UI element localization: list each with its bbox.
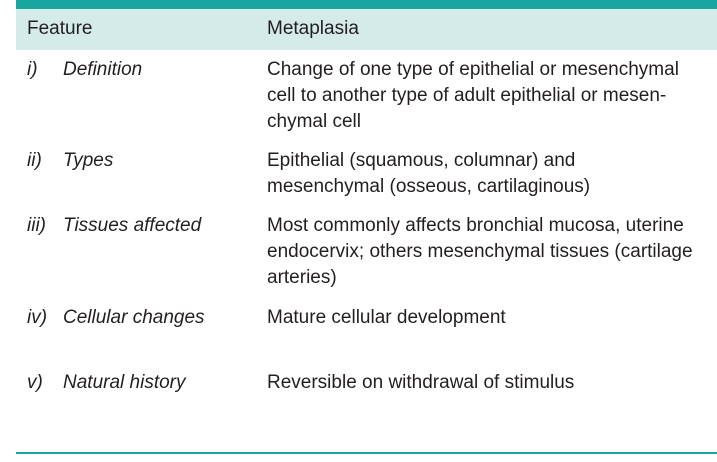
description-line: chymal cell xyxy=(267,111,361,132)
row-feature: Tissues affected xyxy=(63,215,202,236)
table-bottom-rule xyxy=(16,452,717,454)
row-number: ii) xyxy=(27,150,42,171)
description-line: cell to another type of adult epithelial or mesen- xyxy=(267,85,667,106)
description-line: Most commonly affects bronchial mucosa, uterine xyxy=(267,215,684,236)
row-number: iii) xyxy=(27,215,46,236)
description-line: Epithelial (squamous, columnar) and xyxy=(267,150,576,171)
row-feature: Natural history xyxy=(63,372,186,393)
header-feature: Feature xyxy=(27,18,93,39)
row-description xyxy=(267,370,574,396)
table-header-band xyxy=(16,9,717,50)
row-number: i) xyxy=(27,59,38,80)
description-line: endocervix; others mesenchymal tissues (cartilage xyxy=(267,241,693,262)
row-number: iv) xyxy=(27,307,48,328)
row-description xyxy=(267,57,679,135)
row-description xyxy=(267,148,590,200)
description-line: Mature cellular development xyxy=(267,307,506,328)
row-feature: Definition xyxy=(63,59,143,80)
row-description xyxy=(267,213,693,291)
table-top-rule xyxy=(16,0,717,9)
description-line: mesenchymal (osseous, cartilaginous) xyxy=(267,176,591,197)
row-description xyxy=(267,305,506,331)
row-number: v) xyxy=(27,372,43,393)
header-metaplasia: Metaplasia xyxy=(267,18,359,39)
description-line: Change of one type of epithelial or mesenchymal xyxy=(267,59,679,80)
row-feature: Types xyxy=(63,150,114,171)
description-line: Reversible on withdrawal of stimulus xyxy=(267,372,575,393)
row-feature: Cellular changes xyxy=(63,307,205,328)
description-line: arteries) xyxy=(267,267,337,288)
